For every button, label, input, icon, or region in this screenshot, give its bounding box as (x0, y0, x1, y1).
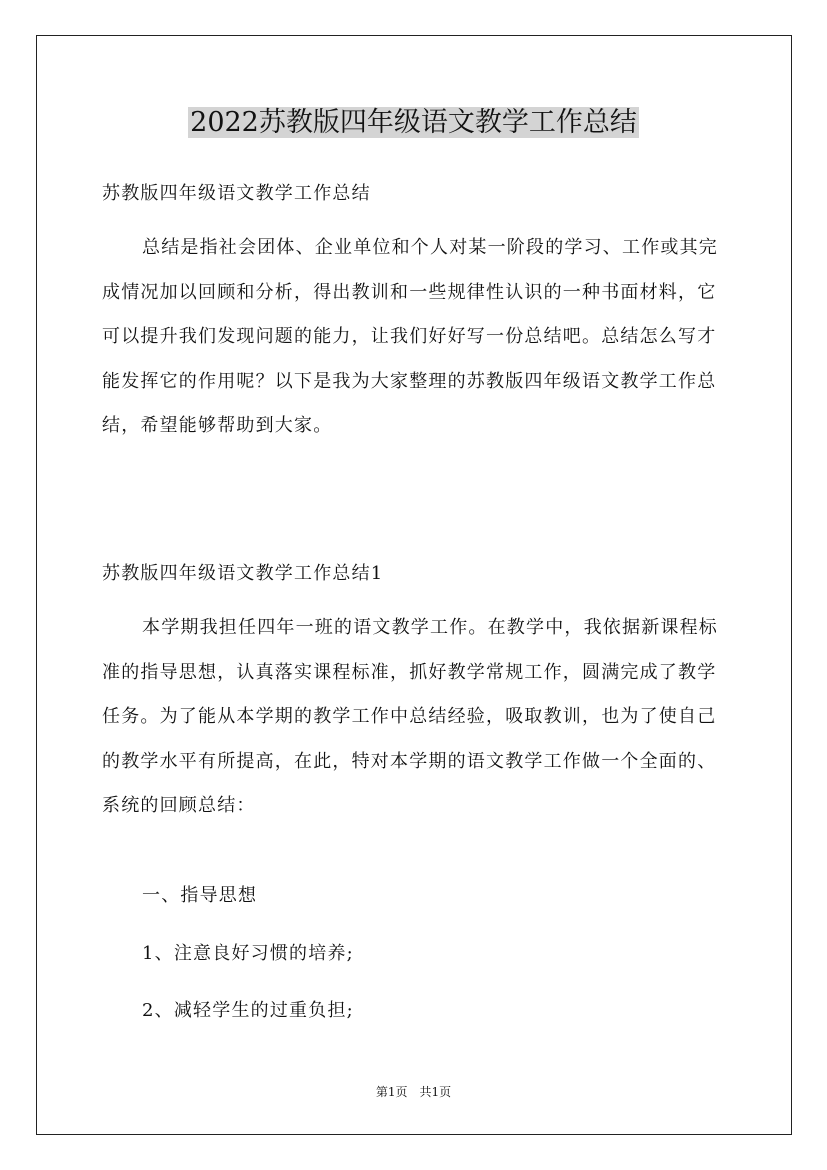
intro-paragraph: 总结是指社会团体、企业单位和个人对某一阶段的学习、工作或其完成情况加以回顾和分析，得出教训和一些规律性认识的一种书面材料，它可以提升我们发现问题的能力，让我们好好写一份总结吧。总结怎么写才能发挥它的作用呢？以下是我为大家整理的苏教版四年级语文教学工作总结，希望能够帮助到大家。 (102, 237, 718, 436)
section-heading: 苏教版四年级语文教学工作总结1 (102, 563, 384, 584)
document-title (0, 103, 827, 143)
page-footer: 第1页 共1页 (375, 1085, 452, 1099)
list-heading: 一、指导思想 (142, 885, 258, 906)
document-title-text: 2022苏教版四年级语文教学工作总结 (190, 107, 637, 138)
document-subtitle: 苏教版四年级语文教学工作总结 (102, 183, 371, 204)
section-paragraph: 本学期我担任四年一班的语文教学工作。在教学中，我依据新课程标准的指导思想，认真落实课程标准，抓好教学常规工作，圆满完成了教学任务。为了能从本学期的教学工作中总结经验，吸取教训，也为了使自己的教学水平有所提高，在此，特对本学期的语文教学工作做一个全面的、系统的回顾总结： (102, 617, 718, 816)
list-item: 1、注意良好习惯的培养; (142, 943, 354, 964)
list-item: 2、减轻学生的过重负担; (142, 1000, 354, 1021)
